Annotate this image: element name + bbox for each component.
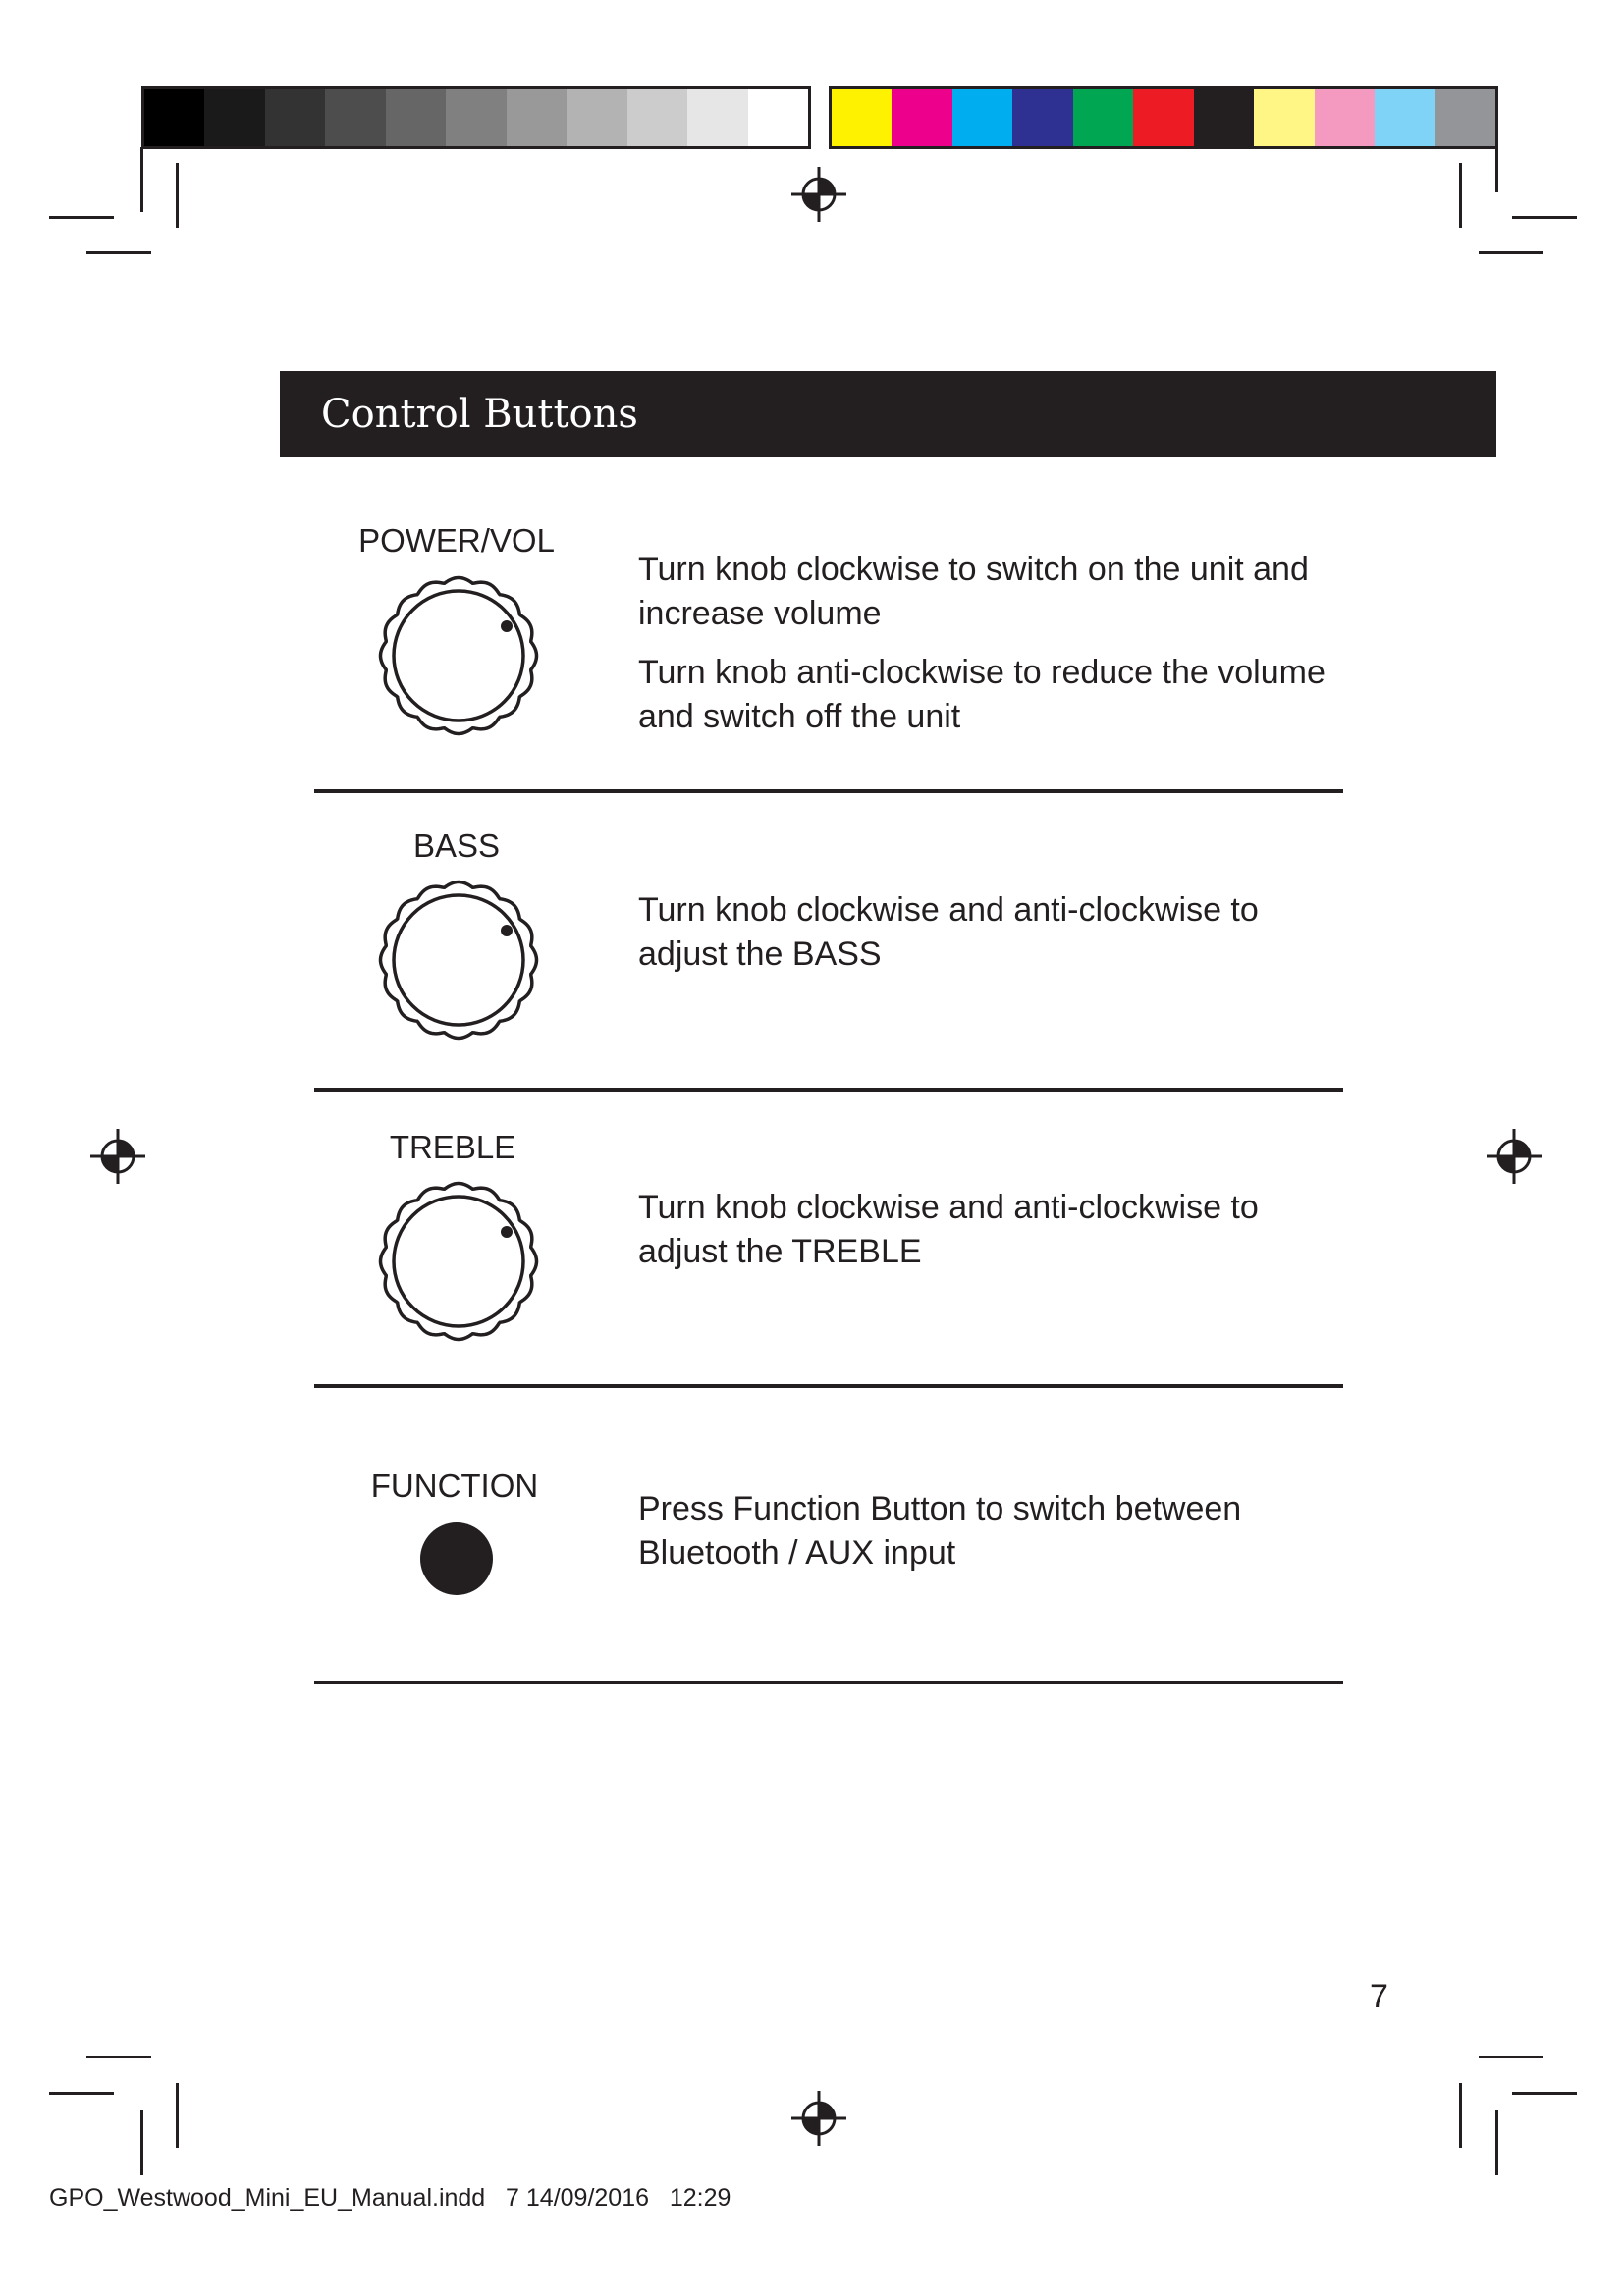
- description-line: Turn knob clockwise and anti-clockwise to adjust the BASS: [638, 891, 1259, 973]
- swatch: [1133, 89, 1193, 146]
- swatch: [832, 89, 892, 146]
- knob-inner-ring: [394, 591, 523, 721]
- swatch: [1435, 89, 1495, 146]
- crop-mark: [1495, 128, 1498, 192]
- section-title: Control Buttons: [321, 392, 638, 437]
- registration-mark-icon: [791, 2091, 846, 2146]
- grayscale-color-bar: [141, 86, 811, 149]
- knob-icon: [375, 877, 542, 1043]
- crop-mark: [1495, 2110, 1498, 2175]
- knob-outer-edge: [381, 882, 537, 1039]
- control-description: [638, 548, 1345, 739]
- knob-inner-ring: [394, 895, 523, 1025]
- control-label: FUNCTION: [370, 1468, 539, 1504]
- crop-mark: [86, 251, 151, 254]
- swatch: [892, 89, 951, 146]
- row-divider: [314, 1384, 1343, 1388]
- knob-indicator-dot: [501, 1226, 513, 1238]
- registration-mark-icon: [90, 1129, 145, 1184]
- swatch: [627, 89, 687, 146]
- page-number: 7: [1370, 1978, 1388, 2015]
- crop-mark: [49, 2092, 114, 2095]
- crop-mark: [1479, 2056, 1543, 2058]
- process-color-bar: [829, 86, 1498, 149]
- knob-inner-ring: [394, 1197, 523, 1326]
- control-label: BASS: [412, 828, 501, 864]
- crop-mark: [176, 163, 179, 228]
- registration-mark-icon: [1487, 1129, 1542, 1184]
- swatch: [1375, 89, 1435, 146]
- registration-mark-icon: [791, 167, 846, 222]
- swatch: [952, 89, 1012, 146]
- swatch: [567, 89, 626, 146]
- crop-mark: [1512, 216, 1577, 219]
- description-line: Press Function Button to switch between Bluetooth / AUX input: [638, 1490, 1242, 1572]
- crop-mark: [49, 216, 114, 219]
- function-button-icon: [420, 1522, 493, 1595]
- control-description: [638, 1186, 1345, 1274]
- swatch: [386, 89, 446, 146]
- swatch: [687, 89, 747, 146]
- control-label: POWER/VOL: [358, 522, 555, 559]
- knob-indicator-dot: [501, 925, 513, 936]
- crop-mark: [86, 2056, 151, 2058]
- crop-mark: [1512, 2092, 1577, 2095]
- swatch: [204, 89, 264, 146]
- crop-mark: [1459, 163, 1462, 228]
- swatch: [1073, 89, 1133, 146]
- swatch: [265, 89, 325, 146]
- description-line: Turn knob clockwise to switch on the unit and increase volume: [638, 551, 1309, 632]
- knob-icon: [375, 572, 542, 739]
- control-description: [638, 1487, 1345, 1575]
- crop-mark: [1459, 2083, 1462, 2148]
- section-header: [280, 371, 1496, 457]
- knob-icon: [375, 1178, 542, 1345]
- crop-mark: [140, 2110, 143, 2175]
- swatch: [1315, 89, 1375, 146]
- swatch: [1012, 89, 1072, 146]
- swatch: [144, 89, 204, 146]
- swatch: [748, 89, 808, 146]
- swatch: [1254, 89, 1314, 146]
- swatch: [1194, 89, 1254, 146]
- knob-indicator-dot: [501, 620, 513, 632]
- description-line: Turn knob anti-clockwise to reduce the volume and switch off the unit: [638, 654, 1326, 735]
- knob-outer-edge: [381, 1184, 537, 1340]
- crop-mark: [176, 2083, 179, 2148]
- control-description: [638, 888, 1345, 977]
- swatch: [325, 89, 385, 146]
- control-label: TREBLE: [389, 1129, 516, 1165]
- crop-mark: [1479, 251, 1543, 254]
- knob-outer-edge: [381, 578, 537, 734]
- swatch: [446, 89, 506, 146]
- swatch: [507, 89, 567, 146]
- row-divider: [314, 1681, 1343, 1684]
- file-slug: GPO_Westwood_Mini_EU_Manual.indd 7 14/09/2016 12:29: [49, 2184, 731, 2212]
- row-divider: [314, 789, 1343, 793]
- crop-mark: [140, 147, 143, 212]
- row-divider: [314, 1088, 1343, 1092]
- description-line: Turn knob clockwise and anti-clockwise to adjust the TREBLE: [638, 1189, 1259, 1270]
